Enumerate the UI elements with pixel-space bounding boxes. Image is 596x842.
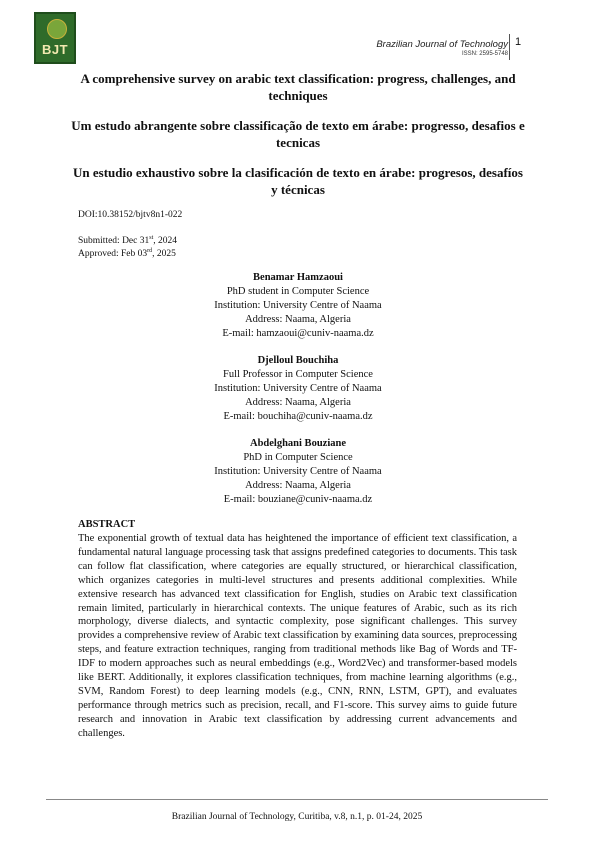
author-email: E-mail: hamzaoui@cuniv-naama.dz — [222, 328, 374, 339]
page-number: 1 — [515, 36, 522, 48]
submitted-date: Submitted: Dec 31st, 2024 — [78, 234, 178, 246]
author-block — [98, 354, 498, 424]
header-divider — [509, 34, 510, 60]
author-block — [98, 437, 498, 507]
author-address: Address: Naama, Algeria — [245, 397, 351, 408]
author-address: Address: Naama, Algeria — [245, 314, 351, 325]
author-name: Djelloul Bouchiha — [257, 355, 339, 366]
title-spanish: Un estudio exhaustivo sobre la clasificación de texto en árabe: progresos, desafíos y técnicas — [73, 165, 523, 197]
author-institution: Institution: University Centre of Naama — [214, 300, 382, 311]
author-name: Abdelghani Bouziane — [250, 438, 346, 449]
dates-block — [78, 235, 177, 261]
doi: DOI:10.38152/bjtv8n1-022 — [78, 210, 183, 220]
author-role: PhD in Computer Science — [243, 452, 353, 463]
header-journal-name: Brazilian Journal of Technology — [376, 39, 508, 50]
author-address: Address: Naama, Algeria — [245, 480, 351, 491]
title-english: A comprehensive survey on arabic text classification: progress, challenges, and techniques — [80, 71, 516, 103]
author-email: E-mail: bouziane@cuniv-naama.dz — [223, 494, 373, 505]
author-name: Benamar Hamzaoui — [253, 272, 343, 283]
globe-icon — [47, 19, 67, 39]
logo-text: BJT — [41, 42, 69, 57]
author-institution: Institution: University Centre of Naama — [214, 466, 382, 477]
abstract-body: The exponential growth of textual data has heightened the importance of efficient text classification, a fundamental natural language processing task that assigns predefined categories to documents. This task can follow flat classification, where categories are equally structured, or hierarchical classification, which organizes categories in multi-level structures and presents additional complexities. While extensive research has advanced text classification for English, studies on Arabic text classification remain limited, particularly in hierarchical contexts. The unique features of Arabic, such as its rich morphology, diverse dialects, and syntactic complexity, pose significant challenges. This survey provides a comprehensive review of Arabic text classification by examining data sources, preprocessing steps, and feature extraction techniques, ranging from traditional methods like Bag of Words and TF-IDF to modern approaches such as neural embeddings (e.g., Word2Vec) and transformer-based models like BERT. Additionally, it explores classification techniques, from machine learning algorithms (e.g., SVM, Random Forest) to deep learning models (e.g., CNN, RNN, LSTM, GPT), and evaluates performance through metrics such as precision, recall, and F1-score. This survey aims to guide future research and innovation in Arabic text classification by addressing current advancements and challenges. — [78, 533, 517, 739]
author-role: Full Professor in Computer Science — [223, 369, 373, 380]
abstract-heading: ABSTRACT — [78, 519, 136, 530]
author-role: PhD student in Computer Science — [226, 286, 370, 297]
author-institution: Institution: University Centre of Naama — [214, 383, 382, 394]
approved-date: Approved: Feb 03rd, 2025 — [78, 247, 176, 259]
journal-logo — [34, 12, 76, 64]
title-portuguese: Um estudo abrangente sobre classificação de texto em árabe: progresso, desafios e tecnicas — [71, 118, 525, 150]
footer-divider — [46, 799, 548, 800]
author-email: E-mail: bouchiha@cuniv-naama.dz — [223, 411, 373, 422]
footer-citation: Brazilian Journal of Technology, Curitiba, v.8, n.1, p. 01-24, 2025 — [171, 812, 423, 822]
author-block — [98, 271, 498, 341]
header-issn: ISSN: 2595-5748 — [461, 51, 508, 57]
